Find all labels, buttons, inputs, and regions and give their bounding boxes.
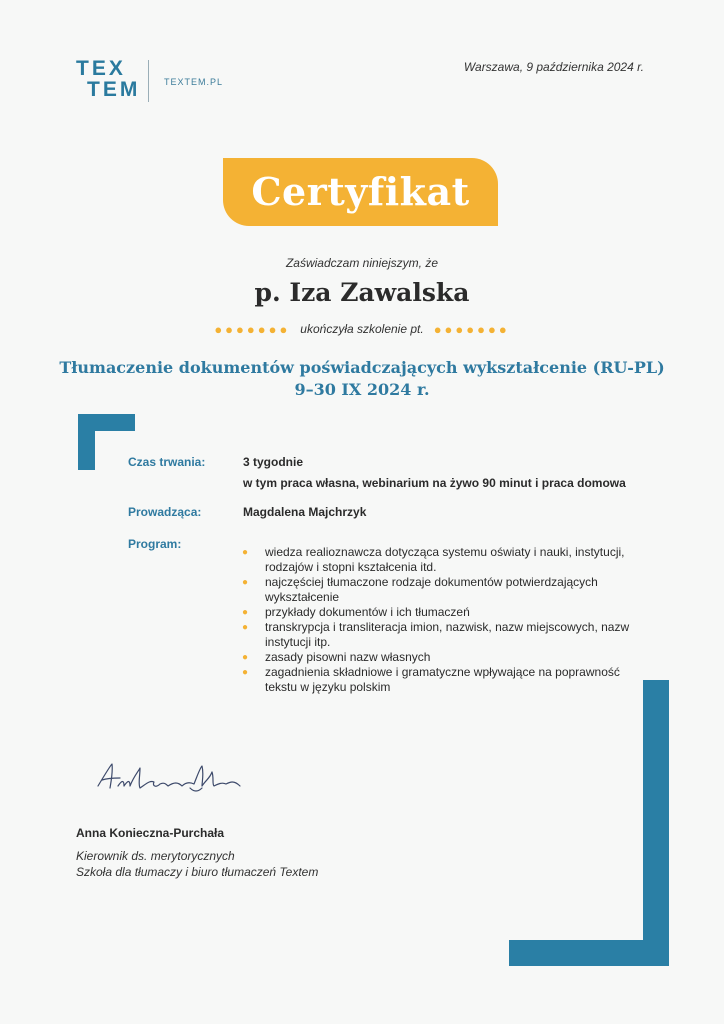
signer-role-block <box>76 848 318 880</box>
duration-note: w tym praca własna, webinarium na żywo 90 minut i praca domowa <box>243 476 626 490</box>
recipient-name: p. Iza Zawalska <box>254 278 470 307</box>
signer-role: Kierownik ds. merytorycznych <box>76 849 235 863</box>
logo-website: TEXTEM.PL <box>164 77 224 87</box>
certificate-title: Certyfikat <box>251 169 470 214</box>
completed-text: ukończyła szkolenie pt. <box>300 322 424 336</box>
course-title: Tłumaczenie dokumentów poświadczających wykształcenie (RU-PL) <box>59 358 665 377</box>
program-item: ● zagadnienia składniowe i gramatyczne wpływające na poprawność tekstu w języku polskim <box>242 665 620 694</box>
duration-value: 3 tygodnie <box>243 455 304 469</box>
logo-line-2: TEM <box>87 78 141 101</box>
program-item: ● wiedza realioznawcza dotycząca systemu oświaty i nauki, instytucji, rodzajów i stopni kształcenia itd. <box>242 545 625 574</box>
bullet-icon: ● <box>242 577 249 588</box>
program-item: ● zasady pisowni nazw własnych <box>242 650 431 664</box>
logo-wordmark <box>76 57 141 101</box>
decorative-dots-left: ●●●●●●● <box>214 322 291 338</box>
bullet-icon: ● <box>242 607 249 618</box>
bullet-icon: ● <box>242 547 249 558</box>
signer-name: Anna Konieczna-Purchała <box>76 826 225 840</box>
logo-divider <box>148 60 149 102</box>
course-block <box>0 357 724 401</box>
corner-decoration-bottom-right-bar <box>509 940 669 966</box>
intro-text: Zaświadczam niniejszym, że <box>285 256 439 270</box>
duration-label: Czas trwania: <box>128 455 206 469</box>
program-item: ● transkrypcja i transliteracja imion, nazwisk, nazw miejscowych, nazw instytucji itp. <box>242 620 630 649</box>
instructor-label: Prowadząca: <box>128 505 202 519</box>
place-and-date: Warszawa, 9 października 2024 r. <box>463 60 644 74</box>
bullet-icon: ● <box>242 622 249 633</box>
program-item: ● przykłady dokumentów i ich tłumaczeń <box>242 605 470 619</box>
corner-decoration-top-left-bar <box>78 414 135 431</box>
corner-decoration-bottom-right <box>643 680 669 966</box>
textem-logo <box>76 57 224 108</box>
title-banner <box>223 158 498 226</box>
completed-line <box>0 322 724 337</box>
bullet-icon: ● <box>242 667 249 678</box>
program-list <box>242 545 642 695</box>
signer-organization: Szkoła dla tłumaczy i biuro tłumaczeń Textem <box>76 865 319 879</box>
program-item: ● najczęściej tłumaczone rodzaje dokumentów potwierdzających wykształcenie <box>242 575 598 604</box>
instructor-value: Magdalena Majchrzyk <box>243 505 367 519</box>
program-label: Program: <box>128 537 182 551</box>
handwritten-signature <box>94 758 254 808</box>
bullet-icon: ● <box>242 652 249 663</box>
decorative-dots-right: ●●●●●●● <box>433 322 510 338</box>
logo-line-1: TEX <box>76 57 126 80</box>
course-dates: 9–30 IX 2024 r. <box>294 380 430 399</box>
